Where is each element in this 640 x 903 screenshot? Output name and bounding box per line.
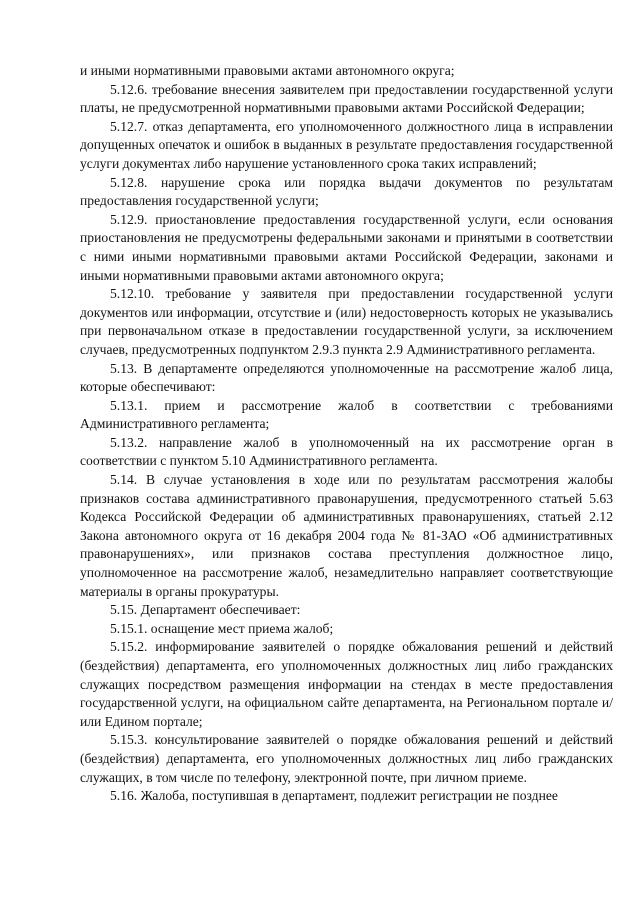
paragraph-5-13: 5.13. В департаменте определяются уполномоченные на рассмотрение жалоб лица, которые обеспечивают: — [80, 360, 613, 395]
paragraph-5-13-2: 5.13.2. направление жалоб в уполномоченный на их рассмотрение орган в соответствии с пунктом 5.10 Административного регламента. — [80, 434, 613, 469]
paragraph-5-15-3: 5.15.3. консультирование заявителей о порядке обжалования решений и действий (бездействия) департамента, его уполномоченных должностных лиц либо гражданских служащих, в том числе по телефону, электронной почте, при личном приеме. — [80, 732, 613, 785]
paragraph-5-15-2: 5.15.2. информирование заявителей о порядке обжалования решений и действий (бездействия) департамента, его уполномоченных должностных лиц либо гражданских служащих посредством размещения информации на стендах в месте предоставления государственной услуги, на официальном сайте департамента, на Региональном портале и/или Едином портале; — [80, 639, 613, 729]
paragraph-5-13-1: 5.13.1. прием и рассмотрение жалоб в соответствии с требованиями Административного регламента; — [80, 397, 613, 432]
paragraph-5-12-7: 5.12.7. отказ департамента, его уполномоченного должностного лица в исправлении допущенных опечаток и ошибок в выданных в результате предоставления государственной услуги документах либо нарушение установленного срока таких исправлений; — [80, 118, 613, 171]
paragraph-5-16: 5.16. Жалоба, поступившая в департамент, подлежит регистрации не позднее — [110, 788, 558, 804]
paragraph-continuation: и иными нормативными правовыми актами автономного округа; — [80, 63, 455, 78]
paragraph-5-12-10: 5.12.10. требование у заявителя при предоставлении государственной услуги документов или информации, отсутствие и (или) недостоверность которых не указывались при первоначальном отказе в предоставлении государственной услуги, за исключением случаев, предусмотренных подпунктом 2.9.3 пункта 2.9 Административного регламента. — [80, 286, 613, 357]
paragraph-5-12-6: 5.12.6. требование внесения заявителем при предоставлении государственной услуги платы, не предусмотренной нормативными правовыми актами Российской Федерации; — [80, 81, 613, 116]
paragraph-5-15-1: 5.15.1. оснащение мест приема жалоб; — [110, 620, 334, 636]
document-body — [80, 62, 613, 806]
paragraph-5-12-8: 5.12.8. нарушение срока или порядка выдачи документов по результатам предоставления государственной услуги; — [80, 174, 613, 209]
paragraph-5-15: 5.15. Департамент обеспечивает: — [110, 602, 301, 618]
paragraph-5-14: 5.14. В случае установления в ходе или по результатам рассмотрения жалобы признаков состава административного правонарушения, предусмотренного статьей 5.63 Кодекса Российской Федерации об административных правонарушениях, статьей 2.12 Закона автономного округа от 16 декабря 2004 года № 81-ЗАО «Об административных правонарушениях», или признаков состава преступления должностное лицо, уполномоченное на рассмотрение жалоб, незамедлительно направляет соответствующие материалы в органы прокуратуры. — [80, 472, 613, 599]
paragraph-5-12-9: 5.12.9. приостановление предоставления государственной услуги, если основания приостановления не предусмотрены федеральными законами и принятыми в соответствии с ними иными нормативными правовыми актами Российской Федерации, законами и иными нормативными правовыми актами автономного округа; — [80, 211, 613, 283]
